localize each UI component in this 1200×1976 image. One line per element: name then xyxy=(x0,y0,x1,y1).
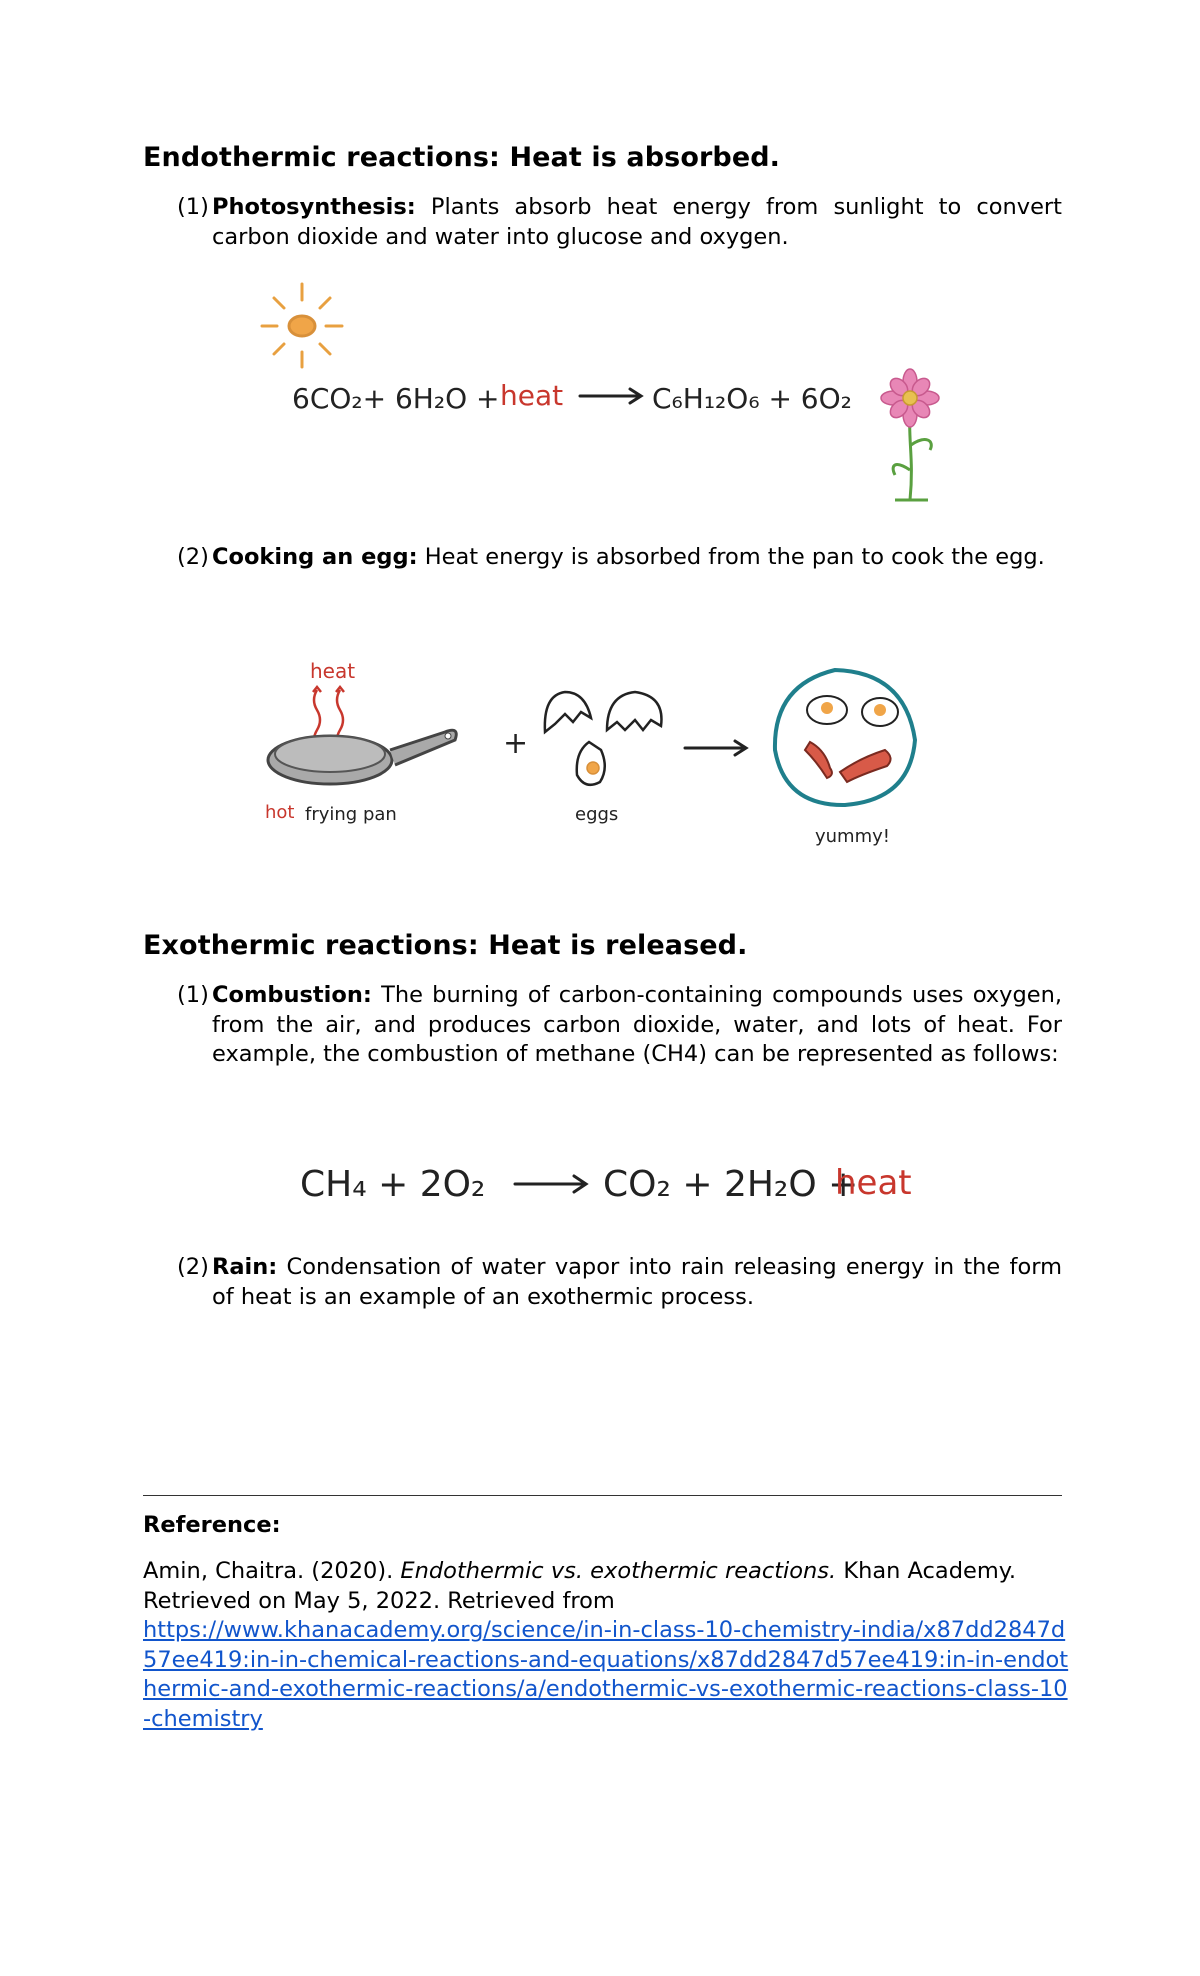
heat-label: heat xyxy=(500,379,564,412)
pan-label: frying pan xyxy=(305,804,397,825)
list-item xyxy=(177,981,1062,1101)
heat-label: heat xyxy=(835,1163,912,1203)
item-number: (1) xyxy=(177,982,209,1008)
item-term: Photosynthesis: xyxy=(212,194,416,220)
item-number: (2) xyxy=(177,1254,209,1280)
list-item xyxy=(177,1253,1062,1313)
reference-author: Amin, Chaitra. (2020). xyxy=(143,1558,401,1584)
item-text: Heat energy is absorbed from the pan to cook the egg. xyxy=(417,544,1045,570)
list-item xyxy=(177,543,1062,603)
breakfast-plate-icon xyxy=(775,670,915,805)
item-text: Plants absorb heat energy from sunlight to convert carbon dioxide and water into glucose and oxygen. xyxy=(212,194,1062,250)
arrow-icon xyxy=(685,741,746,755)
item-number: (1) xyxy=(177,194,209,220)
reference-link[interactable]: https://www.khanacademy.org/science/in-in-class-10-chemistry-india/x87dd2847d57ee419:in-in-chemical-reactions-and-equations/x87dd2847d57ee419:in-in-endothermic-and-exothermic-reactions/a/endothermic-vs-exothermic-reactions-class-10-chemistry xyxy=(143,1617,1069,1732)
equation-right: C₆H₁₂O₆ + 6O₂ xyxy=(652,382,852,415)
flower-icon xyxy=(881,369,939,500)
eggs-label: eggs xyxy=(575,804,619,825)
reference-title: Reference: xyxy=(143,1512,281,1538)
section-heading-endothermic: Endothermic reactions: Heat is absorbed. xyxy=(143,142,781,173)
photosynthesis-figure xyxy=(250,270,950,515)
cracked-eggs-icon xyxy=(545,692,662,785)
item-term: Cooking an egg: xyxy=(212,544,418,570)
reference-publisher: Khan Academy. Retrieved on May 5, 2022. Retrieved from xyxy=(143,1558,1017,1614)
frying-pan-icon xyxy=(268,730,456,784)
arrow-icon xyxy=(515,1176,586,1192)
plate-label: yummy! xyxy=(815,826,890,847)
divider xyxy=(143,1495,1062,1496)
sun-icon xyxy=(262,284,342,367)
equation-right: CO₂ + 2H₂O + xyxy=(603,1164,859,1205)
item-term: Combustion: xyxy=(212,982,372,1008)
plus-sign: + xyxy=(503,726,529,761)
item-text: The burning of carbon-containing compounds uses oxygen, from the air, and produces carbon dioxide, water, and lots of heat. For example, the combustion of methane (CH4) can be represented as follows: xyxy=(212,982,1062,1067)
reference-work-title: Endothermic vs. exothermic reactions. xyxy=(400,1558,837,1584)
equation-left: CH₄ + 2O₂ xyxy=(300,1164,486,1205)
arrow-icon xyxy=(580,389,641,403)
item-number: (2) xyxy=(177,544,209,570)
heat-label: heat xyxy=(310,659,356,683)
combustion-equation-figure xyxy=(295,1150,935,1220)
reference-citation xyxy=(143,1557,1073,1734)
pan-label-hot: hot xyxy=(265,802,295,823)
equation-left: 6CO₂+ 6H₂O + xyxy=(292,382,500,415)
item-text: Condensation of water vapor into rain releasing energy in the form of heat is an example of an exothermic process. xyxy=(212,1254,1062,1310)
section-heading-exothermic: Exothermic reactions: Heat is released. xyxy=(143,930,748,961)
item-term: Rain: xyxy=(212,1254,278,1280)
list-item xyxy=(177,193,1062,253)
cooking-egg-figure xyxy=(255,650,945,865)
